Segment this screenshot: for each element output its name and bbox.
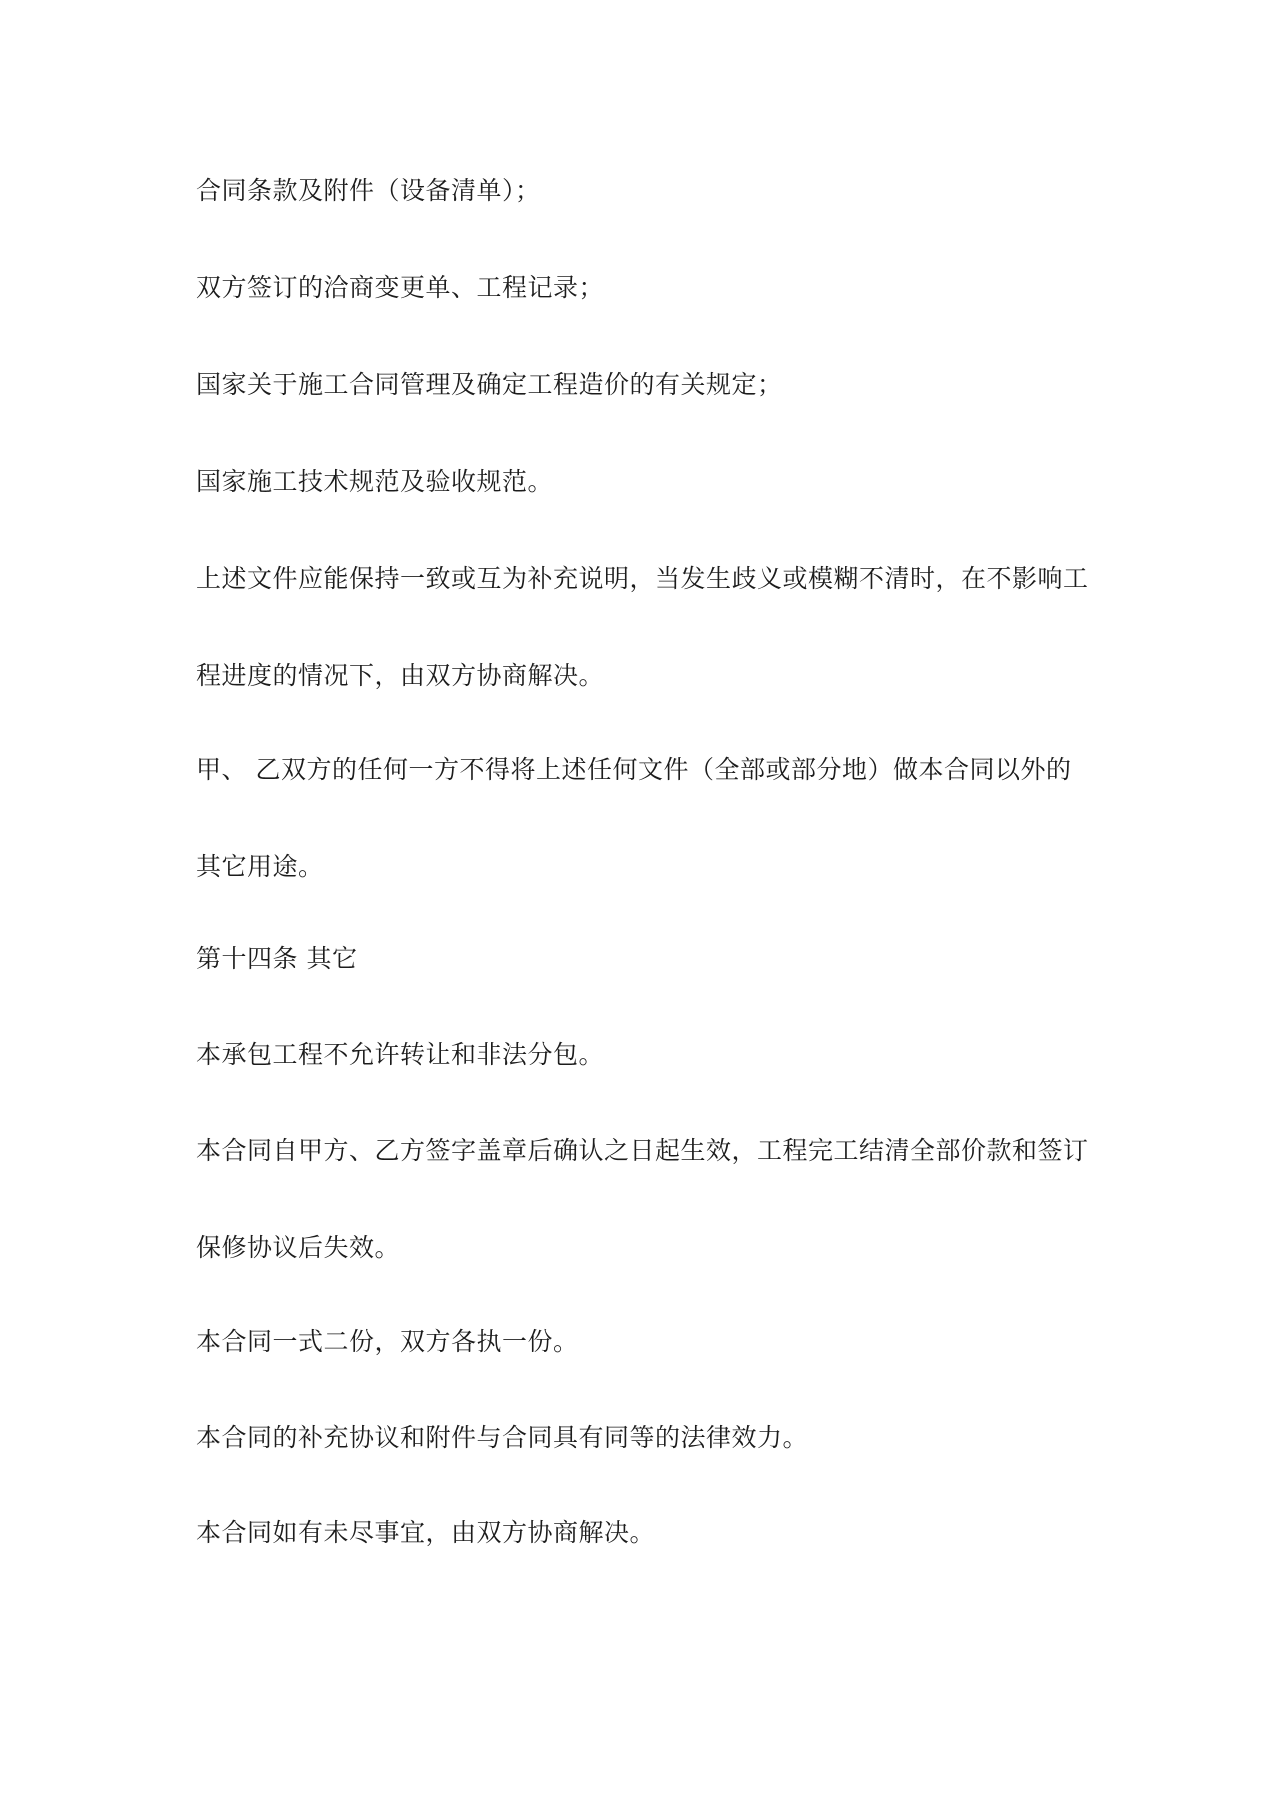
paragraph: 甲、 乙双方的任何一方不得将上述任何文件（全部或部分地）做本合同以外的其它用途。 (196, 755, 1072, 881)
paragraph: 上述文件应能保持一致或互为补充说明，当发生歧义或模糊不清时，在不影响工程进度的情况下，由双方协商解决。 (196, 564, 1089, 690)
paragraph: 国家关于施工合同管理及确定工程造价的有关规定； (196, 370, 783, 399)
paragraph: 双方签订的洽商变更单、工程记录； (196, 273, 605, 302)
paragraph: 本合同的补充协议和附件与合同具有同等的法律效力。 (196, 1423, 809, 1452)
paragraph: 合同条款及附件（设备清单）； (196, 176, 541, 205)
paragraph: 本合同一式二份，双方各执一份。 (196, 1327, 579, 1356)
paragraph: 本合同如有未尽事宜，由双方协商解决。 (196, 1518, 656, 1547)
paragraph: 本承包工程不允许转让和非法分包。 (196, 1040, 605, 1069)
paragraph: 本合同自甲方、乙方签字盖章后确认之日起生效，工程完工结清全部价款和签订保修协议后失效。 (196, 1136, 1089, 1262)
section-heading: 第十四条 其它 (196, 944, 358, 973)
paragraph: 国家施工技术规范及验收规范。 (196, 467, 554, 496)
